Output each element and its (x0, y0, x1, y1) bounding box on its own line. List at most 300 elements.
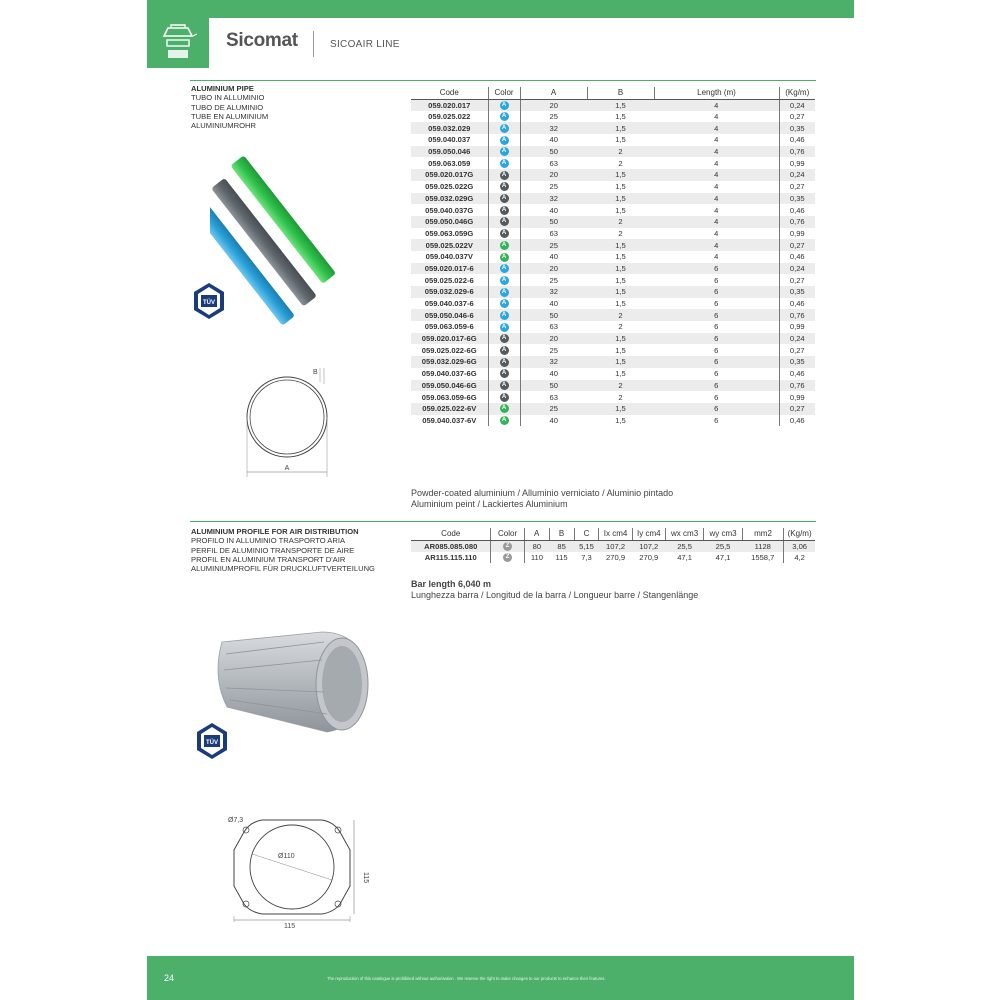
tuv-certification-badge (193, 722, 231, 760)
dimension-b: 2 (587, 380, 654, 392)
dimension-a: 40 (549, 415, 558, 425)
color-cell (488, 309, 520, 321)
color-code-icon: A (500, 381, 509, 390)
pipe-cross-section-diagram (232, 362, 342, 482)
color-cell (488, 298, 520, 310)
length-value: 6 (714, 345, 719, 355)
spec-value-b: 115 (555, 553, 568, 563)
color-cell (488, 99, 520, 111)
dimension-b: 1,5 (615, 182, 626, 192)
spec-value-c: 7,3 (581, 553, 592, 563)
dimension-b: 1,5 (615, 299, 626, 309)
weight-value: 0,35 (779, 122, 815, 134)
dimension-a: 50 (520, 309, 587, 321)
color-cell (488, 111, 520, 123)
section-rule-profile (190, 521, 816, 522)
color-cell (488, 333, 520, 345)
dimension-b: 1,5 (587, 169, 654, 181)
page-number: 24 (164, 973, 175, 983)
length-value: 6 (714, 369, 719, 379)
color-cell (488, 181, 520, 193)
profile-cross-section-diagram (222, 808, 382, 928)
weight-value: 0,35 (779, 356, 815, 368)
weight-value: 0,99 (779, 391, 815, 403)
table-row (411, 274, 815, 286)
product-code: 059.050.046G (411, 216, 488, 228)
dimension-a: 63 (549, 322, 558, 332)
product-code: AR085.085.080 (411, 540, 491, 552)
product-code: 059.025.022 (411, 111, 488, 123)
table-row (411, 321, 815, 333)
color-code-icon: A (500, 182, 509, 191)
dimension-a: 32 (520, 122, 587, 134)
color-code-icon: A (500, 253, 509, 262)
pipe-subtitle: TUBO DE ALUMINIO (191, 102, 264, 112)
table-row (411, 134, 815, 146)
length-value: 4 (654, 169, 779, 181)
spec-value-mm2: 1558,7 (751, 553, 775, 563)
product-code: 059.040.037 (411, 134, 488, 146)
weight-value: 0,46 (779, 134, 815, 146)
dimension-a: 32 (520, 286, 587, 298)
table-row (411, 356, 815, 368)
product-code: AR115.115.110 (411, 552, 491, 564)
color-cell (488, 239, 520, 251)
pipe-subtitle: TUBE EN ALUMINIUM (191, 111, 269, 121)
table-row (411, 333, 815, 345)
weight-value: 0,46 (779, 251, 815, 263)
length-value: 4 (714, 228, 719, 238)
weight-value: 0,99 (779, 321, 815, 333)
table-row (411, 204, 815, 216)
length-value: 4 (654, 216, 779, 228)
color-code-icon: A (500, 241, 509, 250)
spec-value-a: 110 (530, 553, 543, 563)
spec-value-c: 5,15 (574, 540, 599, 552)
dimension-b: 2 (618, 158, 623, 168)
header-band (147, 0, 854, 18)
diagram-label-width: 115 (284, 923, 296, 928)
dimension-b: 1,5 (615, 369, 626, 379)
product-code: 059.020.017 (411, 99, 488, 111)
color-code-icon: A (500, 101, 509, 110)
column-header: Code (411, 528, 491, 540)
column-header: (Kg/m) (784, 528, 815, 540)
dimension-a: 63 (549, 228, 558, 238)
dimension-b: 2 (587, 309, 654, 321)
profile-subtitle: PERFIL DE ALUMINIO TRANSPORTE DE AIRE (191, 545, 355, 555)
color-cell (488, 356, 520, 368)
dimension-a: 25 (549, 112, 558, 122)
length-value: 6 (714, 392, 719, 402)
weight-value: 0,24 (779, 263, 815, 275)
length-value: 4 (714, 252, 719, 262)
column-header: B (587, 87, 654, 99)
dimension-a: 32 (520, 193, 587, 205)
color-cell (488, 286, 520, 298)
color-code-icon: A (500, 112, 509, 121)
dimension-a: 32 (520, 356, 587, 368)
color-cell (488, 169, 520, 181)
length-value: 4 (654, 122, 779, 134)
length-value: 6 (654, 263, 779, 275)
weight-value: 4,2 (784, 552, 815, 564)
color-code-icon: A (500, 206, 509, 215)
dimension-b: 1,5 (587, 239, 654, 251)
dimension-a: 25 (549, 345, 558, 355)
color-code-icon: A (500, 136, 509, 145)
length-value: 6 (714, 322, 719, 332)
product-code: 059.063.059 (411, 157, 488, 169)
color-cell (488, 415, 520, 427)
column-header: Ix cm4 (599, 528, 632, 540)
weight-value: 0,46 (779, 415, 815, 427)
color-code-icon: A (500, 147, 509, 156)
color-code-icon: A (500, 393, 509, 402)
spec-value-ix: 107,2 (599, 540, 632, 552)
color-cell (488, 263, 520, 275)
aluminium-pipes-image (210, 150, 370, 330)
product-code: 059.040.037G (411, 204, 488, 216)
weight-value: 0,27 (779, 274, 815, 286)
weight-value: 0,76 (779, 380, 815, 392)
color-code-icon: A (500, 217, 509, 226)
weight-value: 0,99 (779, 228, 815, 240)
column-header: Color (488, 87, 520, 99)
dimension-a: 20 (520, 169, 587, 181)
product-code: 059.040.037V (411, 251, 488, 263)
length-value: 4 (714, 182, 719, 192)
profile-subtitle: ALUMINIUMPROFIL FÜR DRUCKLUFTVERTEILUNG (191, 564, 375, 574)
table-row (411, 344, 815, 356)
product-code: 059.020.017-6G (411, 333, 488, 345)
tuv-badge-text: TÜV (203, 300, 215, 306)
color-code-icon: A (500, 194, 509, 203)
column-header: Code (411, 87, 488, 99)
color-code-icon: A (500, 311, 509, 320)
column-header: Iy cm4 (632, 528, 665, 540)
color-cell (488, 134, 520, 146)
dimension-b: 1,5 (587, 193, 654, 205)
spec-value-wx: 25,5 (665, 540, 703, 552)
column-header: (Kg/m) (779, 87, 815, 99)
length-value: 4 (654, 193, 779, 205)
table-row (411, 368, 815, 380)
color-code-icon: A (500, 276, 509, 285)
length-value: 6 (654, 333, 779, 345)
dimension-b: 2 (618, 322, 623, 332)
color-cell (491, 540, 524, 552)
weight-value: 0,35 (779, 193, 815, 205)
color-cell (488, 321, 520, 333)
product-code: 059.025.022-6V (411, 403, 488, 415)
table-row (411, 540, 815, 552)
length-value: 6 (654, 380, 779, 392)
spec-value-wy: 25,5 (704, 540, 742, 552)
color-code-icon: A (500, 416, 509, 425)
footer-band (147, 956, 854, 1000)
weight-value: 0,27 (779, 344, 815, 356)
table-row (411, 169, 815, 181)
table-row (411, 111, 815, 123)
color-cell (488, 344, 520, 356)
length-value: 4 (654, 239, 779, 251)
profile-subtitle: PROFILO IN ALLUMINIO TRASPORTO ARIA (191, 536, 346, 546)
diagram-label-b: B (313, 369, 318, 376)
weight-value: 0,24 (779, 169, 815, 181)
color-code-icon: A (500, 171, 509, 180)
header-icon-box (147, 18, 209, 68)
diagram-label-inner: Ø110 (278, 853, 295, 860)
product-line-title: SICOAIR LINE (330, 39, 400, 50)
table-row (411, 122, 815, 134)
profile-section-title (191, 527, 375, 573)
dimension-a: 25 (520, 403, 587, 415)
dimension-b: 1,5 (615, 415, 626, 425)
table-row (411, 286, 815, 298)
pipe-title: ALUMINIUM PIPE (191, 84, 254, 93)
table-row (411, 415, 815, 427)
length-value: 6 (654, 286, 779, 298)
length-value: 4 (714, 205, 719, 215)
column-header: A (520, 87, 587, 99)
color-code-icon: A (500, 264, 509, 273)
dimension-b: 1,5 (615, 135, 626, 145)
dimension-a: 20 (520, 263, 587, 275)
dimension-a: 40 (549, 252, 558, 262)
dimension-b: 1,5 (587, 356, 654, 368)
color-cell (488, 391, 520, 403)
weight-value: 0,27 (779, 239, 815, 251)
dimension-b: 1,5 (587, 263, 654, 275)
dimension-a: 40 (549, 205, 558, 215)
bar-length-translations: Lunghezza barra / Longitud de la barra / Longueur barre / Stangenlänge (411, 590, 699, 600)
color-code-icon: A (500, 404, 509, 413)
dimension-b: 1,5 (615, 112, 626, 122)
profile-title: ALUMINIUM PROFILE FOR AIR DISTRIBUTION (191, 527, 359, 536)
weight-value: 0,76 (779, 146, 815, 158)
color-cell (488, 274, 520, 286)
weight-value: 0,46 (779, 368, 815, 380)
product-code: 059.050.046-6 (411, 309, 488, 321)
table-row (411, 403, 815, 415)
weight-value: 0,99 (779, 157, 815, 169)
diagram-label-a: A (284, 465, 290, 472)
table-row (411, 157, 815, 169)
product-code: 059.063.059G (411, 228, 488, 240)
color-code-icon: A (500, 288, 509, 297)
spec-value-ix: 270,9 (606, 553, 626, 563)
dimension-a: 40 (549, 135, 558, 145)
tuv-certification-badge (190, 282, 228, 320)
column-header: C (574, 528, 599, 540)
pipe-note-line: Aluminium peint / Lackiertes Aluminium (411, 499, 568, 509)
length-value: 6 (654, 356, 779, 368)
spec-value-wy: 47,1 (715, 553, 731, 563)
bar-length: Bar length 6,040 m (411, 579, 492, 589)
profile-subtitle: PROFIL EN ALUMINIUM TRANSPORT D'AIR (191, 554, 346, 564)
color-cell (488, 368, 520, 380)
color-code-icon: A (500, 369, 509, 378)
pipe-section-title (191, 84, 268, 130)
color-code-icon: A (500, 334, 509, 343)
product-code: 059.032.029-6 (411, 286, 488, 298)
table-header-row (411, 528, 815, 540)
footer-disclaimer: The reproduction of this catalogue is prohibited without authorisation . We reserve the right to make changes to our products to enhance their features. (327, 976, 606, 981)
color-code-icon: A (500, 159, 509, 168)
weight-value: 0,46 (779, 298, 815, 310)
column-header: mm2 (742, 528, 784, 540)
dimension-b: 2 (587, 146, 654, 158)
length-value: 4 (714, 158, 719, 168)
color-cell (488, 146, 520, 158)
product-code: 059.025.022-6G (411, 344, 488, 356)
brand-logo: Sicomat (226, 30, 298, 51)
color-code-icon: Z (503, 542, 512, 551)
header-separator (313, 31, 314, 57)
dimension-a: 50 (520, 216, 587, 228)
color-cell (488, 228, 520, 240)
section-rule-pipe (190, 80, 816, 81)
dimension-b: 1,5 (587, 286, 654, 298)
dimension-a: 40 (549, 299, 558, 309)
profile-spec-table (411, 528, 815, 563)
product-code: 059.063.059-6G (411, 391, 488, 403)
product-code: 059.025.022V (411, 239, 488, 251)
product-code: 059.020.017G (411, 169, 488, 181)
product-code: 059.040.037-6G (411, 368, 488, 380)
dimension-b: 2 (587, 216, 654, 228)
pipe-spec-table (411, 87, 815, 426)
length-value: 4 (714, 135, 719, 145)
weight-value: 0,46 (779, 204, 815, 216)
color-code-icon: Z (503, 553, 512, 562)
dimension-a: 20 (520, 333, 587, 345)
dimension-a: 20 (520, 99, 587, 111)
dimension-a: 63 (549, 392, 558, 402)
pipe-subtitle: ALUMINIUMROHR (191, 121, 256, 131)
table-row (411, 146, 815, 158)
table-row (411, 228, 815, 240)
product-category-icon (159, 22, 197, 64)
length-value: 4 (714, 112, 719, 122)
length-value: 6 (714, 415, 719, 425)
aluminium-profile-image (212, 622, 377, 737)
product-code: 059.040.037-6 (411, 298, 488, 310)
product-code: 059.020.017-6 (411, 263, 488, 275)
spec-value-wx: 47,1 (677, 553, 692, 563)
column-header: A (524, 528, 549, 540)
dimension-a: 50 (520, 146, 587, 158)
column-header: B (549, 528, 574, 540)
diagram-label-height: 115 (362, 872, 369, 884)
column-header: wy cm3 (704, 528, 742, 540)
spec-value-a: 80 (524, 540, 549, 552)
pipe-note-line: Powder-coated aluminium / Alluminio verniciato / Aluminio pintado (411, 488, 674, 498)
weight-value: 0,76 (779, 216, 815, 228)
product-code: 059.063.059-6 (411, 321, 488, 333)
table-row (411, 380, 815, 392)
dimension-b: 1,5 (615, 275, 626, 285)
length-value: 6 (714, 299, 719, 309)
dimension-b: 1,5 (615, 345, 626, 355)
dimension-b: 1,5 (615, 205, 626, 215)
dimension-b: 1,5 (587, 122, 654, 134)
table-row (411, 552, 815, 564)
dimension-a: 25 (520, 239, 587, 251)
dimension-a: 25 (549, 182, 558, 192)
length-value: 4 (654, 146, 779, 158)
length-value: 6 (654, 309, 779, 321)
column-header: wx cm3 (665, 528, 703, 540)
product-code: 059.025.022G (411, 181, 488, 193)
color-cell (488, 403, 520, 415)
product-code: 059.050.046 (411, 146, 488, 158)
dimension-b: 2 (618, 228, 623, 238)
weight-value: 0,76 (779, 309, 815, 321)
dimension-b: 1,5 (587, 403, 654, 415)
weight-value: 3,06 (784, 540, 815, 552)
table-row (411, 181, 815, 193)
column-header: Length (m) (654, 87, 779, 99)
dimension-b: 1,5 (587, 333, 654, 345)
weight-value: 0,27 (779, 403, 815, 415)
color-cell (491, 552, 524, 564)
table-row (411, 216, 815, 228)
color-code-icon: A (500, 229, 509, 238)
color-cell (488, 122, 520, 134)
table-row (411, 99, 815, 111)
color-cell (488, 193, 520, 205)
spec-value-mm2: 1128 (742, 540, 784, 552)
color-code-icon: A (500, 299, 509, 308)
spec-value-iy: 107,2 (632, 540, 665, 552)
color-cell (488, 157, 520, 169)
product-code: 059.050.046-6G (411, 380, 488, 392)
color-cell (488, 216, 520, 228)
length-value: 4 (654, 99, 779, 111)
color-code-icon: A (500, 323, 509, 332)
tuv-badge-text: TÜV (206, 740, 218, 746)
table-row (411, 251, 815, 263)
dimension-a: 50 (520, 380, 587, 392)
weight-value: 0,24 (779, 99, 815, 111)
length-value: 6 (654, 403, 779, 415)
table-row (411, 193, 815, 205)
weight-value: 0,35 (779, 286, 815, 298)
dimension-b: 1,5 (587, 99, 654, 111)
color-cell (488, 204, 520, 216)
product-code: 059.025.022-6 (411, 274, 488, 286)
diagram-label-hole: Ø7,3 (228, 817, 244, 824)
color-code-icon: A (500, 346, 509, 355)
pipe-subtitle: TUBO IN ALLUMINIO (191, 93, 265, 103)
dimension-a: 40 (549, 369, 558, 379)
color-code-icon: A (500, 124, 509, 133)
table-row (411, 309, 815, 321)
color-cell (488, 251, 520, 263)
table-row (411, 298, 815, 310)
spec-value-b: 85 (549, 540, 574, 552)
spec-value-iy: 270,9 (639, 553, 659, 563)
dimension-a: 25 (549, 275, 558, 285)
length-value: 6 (714, 275, 719, 285)
bar-length-note (411, 579, 698, 601)
weight-value: 0,27 (779, 111, 815, 123)
column-header: Color (491, 528, 524, 540)
table-header-row (411, 87, 815, 99)
color-cell (488, 380, 520, 392)
